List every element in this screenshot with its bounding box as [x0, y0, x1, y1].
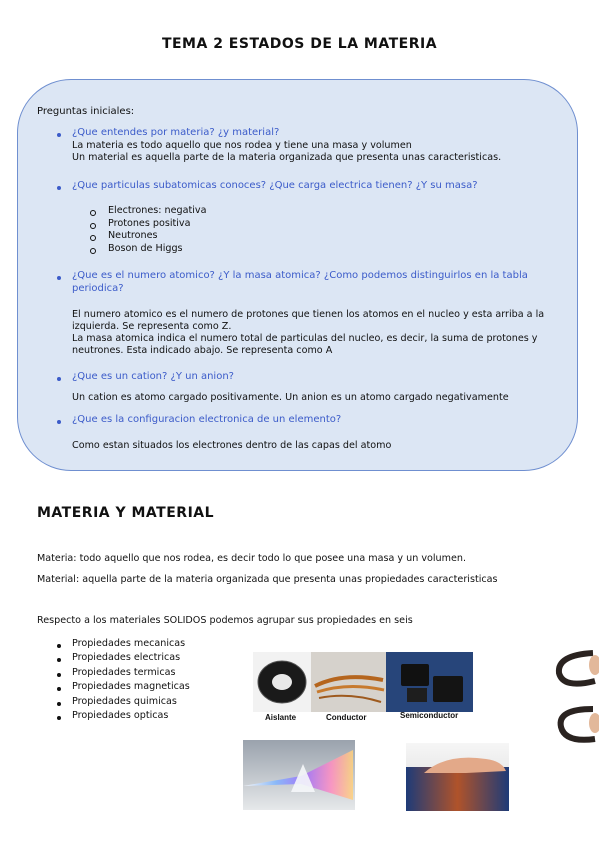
caption-semiconductor: Semiconductor	[400, 711, 459, 720]
bullet	[57, 276, 61, 280]
bullet	[57, 133, 61, 137]
particle-item: Protones positiva	[108, 218, 191, 229]
definition-materia: Materia: todo aquello que nos rodea, es decir todo lo que posee una masa y un volumen.	[37, 553, 467, 564]
section-heading: MATERIA Y MATERIAL	[37, 505, 215, 521]
particle-item: Neutrones	[108, 230, 158, 241]
property-item: Propiedades magneticas	[72, 681, 190, 692]
property-item: Propiedades opticas	[72, 710, 169, 721]
bullet	[57, 716, 61, 720]
question-2: ¿Que particulas subatomicas conoces? ¿Que carga electrica tienen? ¿Y su masa?	[72, 180, 478, 191]
page-title: TEMA 2 ESTADOS DE LA MATERIA	[161, 36, 438, 52]
answer-1-line-2: Un material es aquella parte de la materia organizada que presenta unas caracteristicas.	[72, 152, 502, 163]
flexible-material-photo	[549, 643, 599, 748]
question-3-line-2: periodica?	[72, 283, 124, 294]
ring-bullet	[90, 235, 96, 241]
answer-3-line: izquierda. Se representa como Z.	[72, 321, 232, 332]
questions-intro: Preguntas iniciales:	[37, 106, 135, 117]
question-3-line-1: ¿Que es el numero atomico? ¿Y la masa atomica? ¿Como podemos distinguirlos en la tabla	[72, 270, 528, 281]
particle-item: Electrones: negativa	[108, 205, 207, 216]
bullet	[57, 644, 61, 648]
bullet	[57, 687, 61, 691]
thermal-photo	[406, 743, 509, 811]
bullet	[57, 673, 61, 677]
property-item: Propiedades quimicas	[72, 696, 177, 707]
question-4: ¿Que es un cation? ¿Y un anion?	[72, 371, 234, 382]
solids-intro: Respecto a los materiales SOLIDOS podemos agrupar sus propiedades en seis	[37, 615, 413, 626]
materials-photo	[253, 652, 473, 712]
answer-1-line-1: La materia es todo aquello que nos rodea y tiene una masa y volumen	[72, 140, 412, 151]
answer-5: Como estan situados los electrones dentro de las capas del atomo	[72, 440, 392, 451]
particle-item: Boson de Higgs	[108, 243, 183, 254]
prism-photo	[243, 740, 355, 810]
answer-3-line: neutrones. Esta indicado abajo. Se representa como A	[72, 345, 333, 356]
ring-bullet	[90, 248, 96, 254]
bullet	[57, 186, 61, 190]
question-5: ¿Que es la configuracion electronica de un elemento?	[72, 414, 342, 425]
answer-3-line: El numero atomico es el numero de protones que tienen los atomos en el nucleo y esta arriba a la	[72, 309, 545, 320]
answer-3-line: La masa atomica indica el numero total de particulas del nucleo, es decir, la suma de protones y	[72, 333, 538, 344]
ring-bullet	[90, 223, 96, 229]
bullet	[57, 420, 61, 424]
bullet	[57, 702, 61, 706]
ring-bullet	[90, 210, 96, 216]
definition-material: Material: aquella parte de la materia organizada que presenta unas propiedades caracteristicas	[37, 574, 498, 585]
property-item: Propiedades termicas	[72, 667, 176, 678]
property-item: Propiedades electricas	[72, 652, 181, 663]
caption-conductor: Conductor	[326, 713, 367, 722]
caption-aislante: Aislante	[265, 713, 297, 722]
answer-4: Un cation es atomo cargado positivamente. Un anion es un atomo cargado negativamente	[72, 392, 509, 403]
question-1: ¿Que entendes por materia? ¿y material?	[72, 127, 280, 138]
property-item: Propiedades mecanicas	[72, 638, 186, 649]
bullet	[57, 377, 61, 381]
bullet	[57, 658, 61, 662]
